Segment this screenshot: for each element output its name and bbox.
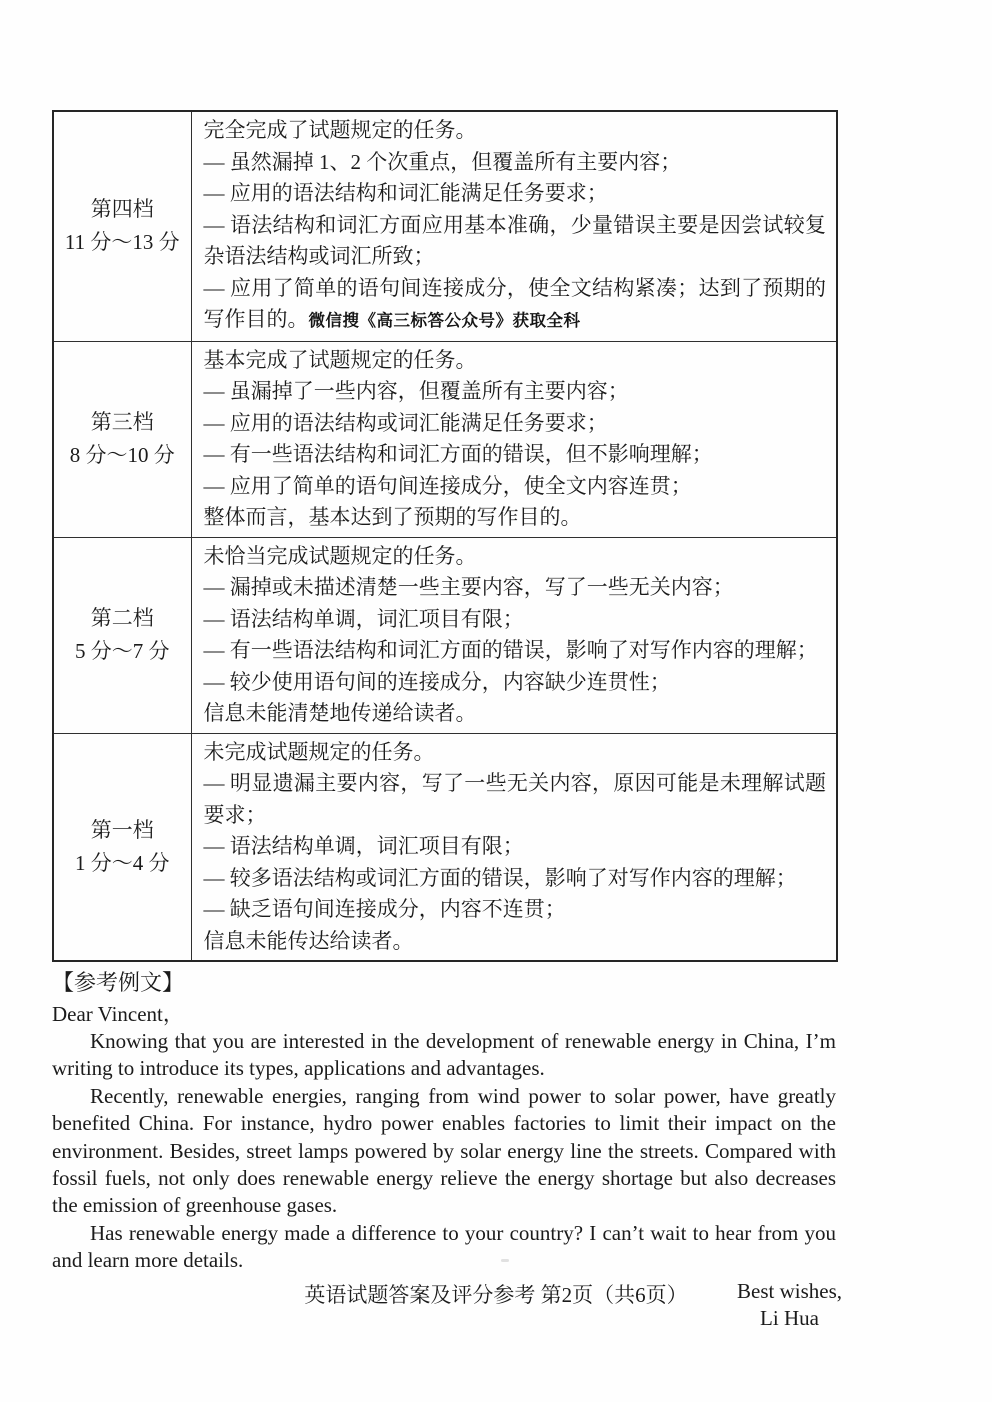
rubric-row — [53, 341, 837, 537]
criterion-item: 未完成试题规定的任务。 — [203, 739, 435, 764]
criterion-item: — 虽漏掉了一些内容，但覆盖所有主要内容； — [203, 379, 629, 403]
criterion-item: 信息未能清楚地传递给读者。 — [203, 701, 477, 725]
band-level: 第三档 — [90, 410, 154, 434]
band-level: 第四档 — [90, 197, 154, 222]
criteria-cell — [191, 733, 837, 961]
rubric-row — [53, 733, 837, 961]
criterion-item: — 应用了简单的语句间连接成分，使全文结构紧凑；达到了预期的写作目的。微信搜《高三标答公众号》获取全科 — [203, 275, 826, 331]
criterion-item: 完全完成了试题规定的任务。 — [203, 118, 477, 142]
criterion-item: — 语法结构和词汇方面应用基本准确，少量错误主要是因尝试较复杂语法结构或词汇所致； — [203, 212, 826, 268]
essay-paragraph: Recently, renewable energies, ranging from wind power to solar power, have greatly benefited China. For instance, hydro power enables factories to limit their impact on the environment. Besides, street lamps powered by solar energy line the streets. Compared with fossil fuels, not only does renewable energy relieve the energy shortage but also decreases the emission of greenhouse gases. — [52, 1083, 836, 1218]
band-score-range: 1 分～4 分 — [75, 850, 170, 875]
criterion-item: 基本完成了试题规定的任务。 — [203, 347, 477, 372]
band-cell — [53, 537, 191, 733]
criteria-cell — [191, 341, 837, 537]
essay-signature: Li Hua — [760, 1305, 819, 1330]
criterion-item: — 较少使用语句间的连接成分，内容缺少连贯性； — [203, 669, 671, 694]
rubric-table-body — [53, 111, 837, 961]
essay-paragraph: Knowing that you are interested in the development of renewable energy in China, I’m writing to introduce its types, applications and advantages. — [52, 1029, 836, 1081]
criterion-item: — 应用了简单的语句间连接成分，使全文内容连贯； — [203, 473, 692, 498]
criterion-item: — 漏掉或未描述清楚一些主要内容，写了一些无关内容； — [203, 575, 734, 599]
band-cell — [53, 341, 191, 537]
criterion-item: — 应用的语法结构和词汇能满足任务要求； — [203, 181, 608, 205]
criterion-item: — 缺乏语句间连接成分，内容不连贯； — [203, 897, 566, 921]
rubric-row — [53, 537, 837, 733]
page-footer: 英语试题答案及评分参考 第2页（共6页） — [304, 1283, 688, 1307]
criterion-item: — 语法结构单调，词汇项目有限； — [203, 606, 524, 631]
band-score-range: 5 分～7 分 — [75, 639, 170, 663]
band-cell — [53, 111, 191, 341]
criterion-item: — 有一些语法结构和词汇方面的错误，影响了对写作内容的理解； — [203, 638, 818, 662]
criterion-item: — 较多语法结构或词汇方面的错误，影响了对写作内容的理解； — [203, 865, 797, 890]
criterion-item: — 语法结构单调，词汇项目有限； — [203, 834, 524, 858]
sample-essay-section — [52, 968, 842, 1332]
criterion-item: — 有一些语法结构和词汇方面的错误，但不影响理解； — [203, 442, 713, 466]
scoring-rubric-table — [52, 110, 838, 962]
criterion-item: — 明显遗漏主要内容，写了一些无关内容，原因可能是未理解试题要求； — [203, 771, 826, 827]
essay-salutation: Dear Vincent， — [52, 1002, 184, 1026]
criterion-item: 未恰当完成试题规定的任务。 — [203, 543, 477, 568]
essay-heading: 【参考例文】 — [52, 970, 185, 995]
criteria-cell — [191, 537, 837, 733]
band-score-range: 8 分～10 分 — [69, 443, 175, 467]
watermark-text: 微信搜《高三标答公众号》获取全科 — [308, 312, 581, 330]
scan-artifact — [501, 1259, 509, 1262]
criterion-item: — 虽然漏掉 1、2 个次重点，但覆盖所有主要内容； — [203, 149, 682, 174]
criterion-item: — 应用的语法结构或词汇能满足任务要求； — [203, 410, 608, 435]
essay-body — [52, 1028, 836, 1275]
essay-paragraph: Has renewable energy made a difference to your country? I can’t wait to hear from you and learn more details. — [52, 1220, 836, 1273]
band-level: 第一档 — [90, 817, 154, 842]
rubric-row — [53, 111, 837, 341]
band-level: 第二档 — [90, 606, 154, 630]
band-cell — [53, 733, 191, 961]
criteria-cell — [191, 111, 837, 341]
criterion-item: 整体而言，基本达到了预期的写作目的。 — [203, 505, 582, 529]
band-score-range: 11 分～13 分 — [64, 230, 180, 255]
criterion-item: 信息未能传达给读者。 — [203, 928, 414, 953]
essay-closing: Best wishes, — [737, 1278, 842, 1303]
